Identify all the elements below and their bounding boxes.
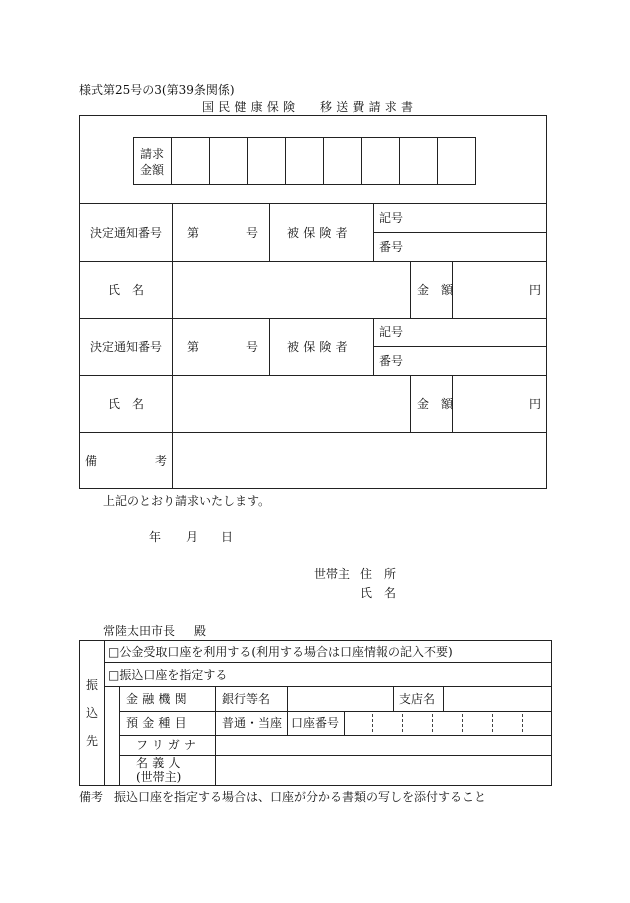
deposit-type-label: 預金種目 bbox=[126, 716, 191, 730]
option-public-account[interactable]: □公金受取口座を利用する(利用する場合は口座情報の記入不要) bbox=[108, 645, 453, 659]
honorific: 殿 bbox=[194, 624, 207, 638]
furigana-field[interactable] bbox=[216, 736, 551, 754]
date-day: 日 bbox=[221, 530, 234, 544]
remarks-label-2: 考 bbox=[155, 454, 168, 468]
claim-amount-label-1: 請求 bbox=[140, 147, 165, 161]
dai-label-2: 第 bbox=[187, 340, 200, 354]
name-field-2[interactable] bbox=[173, 376, 409, 431]
go-label-1: 号 bbox=[246, 226, 259, 240]
yen-label-1: 円 bbox=[529, 283, 542, 297]
option-designate-account[interactable]: □振込口座を指定する bbox=[108, 668, 228, 682]
insured-label-2: 被保険者 bbox=[287, 340, 352, 354]
claim-amount-label-2: 金額 bbox=[140, 163, 165, 177]
name-field-1[interactable] bbox=[173, 262, 409, 317]
go-label-2: 号 bbox=[246, 340, 259, 354]
transfer-side-label-1: 振 bbox=[86, 678, 99, 692]
applicant-name-label: 氏 名 bbox=[360, 586, 397, 600]
amount-field-2[interactable] bbox=[453, 376, 525, 431]
form-title-left: 国民健康保険 bbox=[202, 100, 300, 114]
form-id: 様式第25号の3(第39条関係) bbox=[79, 83, 235, 97]
footnote-label: 備考 bbox=[79, 790, 104, 804]
holder-name-field[interactable] bbox=[216, 756, 551, 785]
date-month: 月 bbox=[186, 530, 199, 544]
holder-label: 名義人 bbox=[136, 756, 185, 770]
amount-field-1[interactable] bbox=[453, 262, 525, 317]
addressee: 常陸太田市長 bbox=[103, 624, 176, 638]
bank-name-field[interactable] bbox=[288, 687, 392, 710]
claim-amount-digits[interactable] bbox=[172, 138, 474, 184]
bango-label-2: 番号 bbox=[379, 354, 404, 368]
request-text: 上記のとおり請求いたします。 bbox=[103, 494, 271, 508]
remarks-field[interactable] bbox=[173, 433, 546, 488]
transfer-side-label-2: 込 bbox=[86, 706, 99, 720]
branch-label: 支店名 bbox=[399, 692, 436, 706]
dai-label-1: 第 bbox=[187, 226, 200, 240]
account-number-field[interactable] bbox=[345, 712, 551, 734]
address-label: 住 所 bbox=[360, 567, 397, 581]
bank-label: 金融機関 bbox=[126, 692, 191, 706]
footnote-text: 振込口座を指定する場合は、口座が分かる書類の写しを添付すること bbox=[114, 790, 487, 804]
holder-sub-label: (世帯主) bbox=[136, 770, 182, 784]
form-title-right: 移送費請求書 bbox=[320, 100, 418, 114]
insured-label-1: 被保険者 bbox=[287, 226, 352, 240]
date-year: 年 bbox=[149, 530, 162, 544]
kigo-label-2: 記号 bbox=[379, 325, 404, 339]
householder-label: 世帯主 bbox=[314, 567, 351, 581]
deposit-type-value[interactable]: 普通・当座 bbox=[222, 716, 283, 730]
yen-label-2: 円 bbox=[529, 397, 542, 411]
furigana-label: フリガナ bbox=[136, 738, 201, 752]
bank-type-label: 銀行等名 bbox=[222, 692, 271, 706]
decision-number-label-2: 決定通知番号 bbox=[90, 340, 163, 354]
name-label-1: 氏 名 bbox=[108, 283, 145, 297]
account-number-label: 口座番号 bbox=[291, 716, 340, 730]
remarks-label-1: 備 bbox=[85, 454, 98, 468]
bango-label-1: 番号 bbox=[379, 240, 404, 254]
decision-number-label-1: 決定通知番号 bbox=[90, 226, 163, 240]
name-label-2: 氏 名 bbox=[108, 397, 145, 411]
branch-name-field[interactable] bbox=[444, 687, 551, 710]
amount-label-1: 金 額 bbox=[417, 283, 454, 297]
kigo-label-1: 記号 bbox=[379, 211, 404, 225]
transfer-side-label-3: 先 bbox=[86, 734, 99, 748]
amount-label-2: 金 額 bbox=[417, 397, 454, 411]
